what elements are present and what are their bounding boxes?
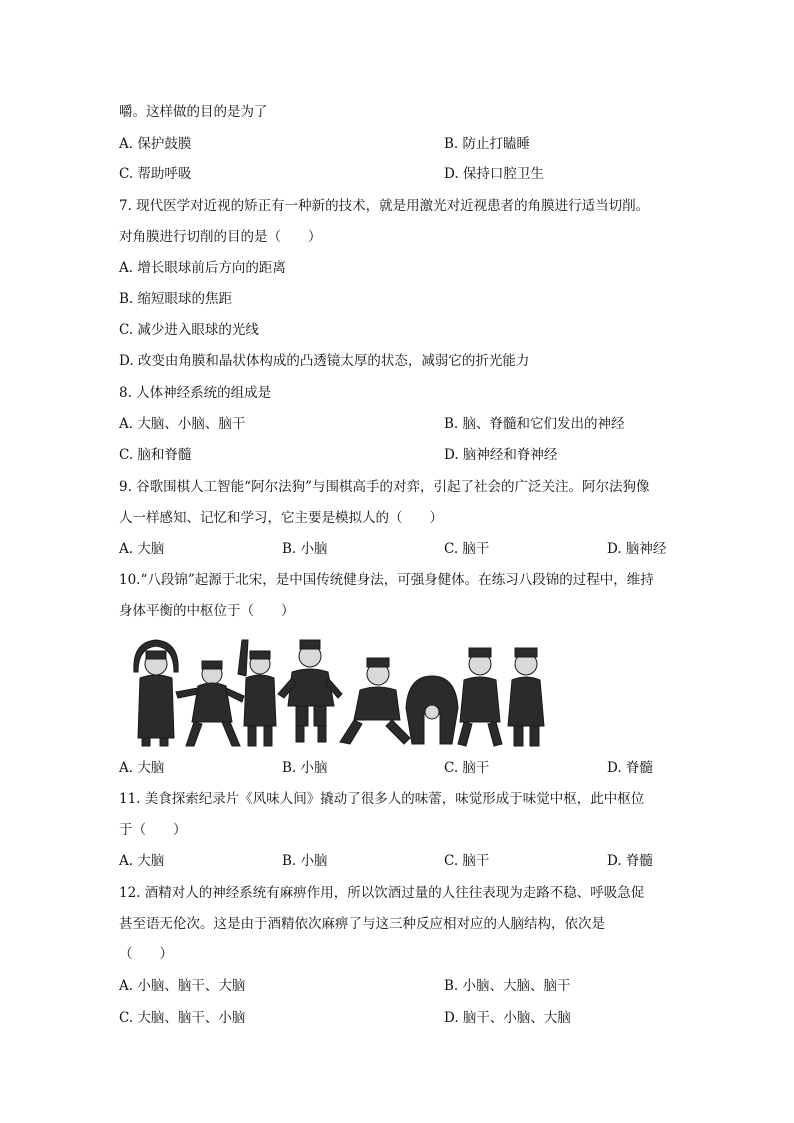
q10-stem-line1: 10.“八段锦”起源于北宋，是中国传统健身法，可强身健体。在练习八段锦的过程中，维持 — [119, 572, 654, 588]
q8-option-c: C. 脑和脊髓 — [119, 447, 192, 463]
q7-option-a: A. 增长眼球前后方向的距离 — [119, 260, 286, 276]
q9-option-c: C. 脑干 — [444, 541, 490, 557]
q8-option-b: B. 脑、脊髓和它们发出的神经 — [444, 416, 625, 432]
q10-option-d: D. 脊髓 — [607, 760, 653, 776]
q6-option-b: B. 防止打瞌睡 — [444, 136, 531, 152]
q6-option-c: C. 帮助呼吸 — [119, 166, 192, 182]
q11-stem-line2: 于（ ） — [119, 822, 187, 838]
q12-stem-line2: 甚至语无伦次。这是由于酒精依次麻痹了与这三种反应相对应的人脑结构，依次是 — [119, 916, 605, 932]
figure-8 — [508, 648, 544, 746]
q10-stem-line2: 身体平衡的中枢位于（ ） — [119, 603, 295, 619]
q11-stem-line1: 11. 美食探索纪录片《风味人间》撬动了很多人的味蕾，味觉形成于味觉中枢，此中枢位 — [119, 791, 645, 807]
figure-5 — [340, 658, 410, 744]
q9-stem-line1: 9. 谷歌围棋人工智能“阿尔法狗”与围棋高手的对弈，引起了社会的广泛关注。阿尔法狗像 — [119, 479, 650, 495]
figure-7 — [458, 648, 502, 746]
q6-option-a: A. 保护鼓膜 — [119, 136, 192, 152]
q10-option-a: A. 大脑 — [119, 760, 165, 776]
q12-stem-line3: （ ） — [119, 946, 173, 962]
q12-option-d: D. 脑干、小脑、大脑 — [444, 1010, 571, 1026]
q6-stem-tail: 嚼。这样做的目的是为了 — [119, 104, 268, 120]
q7-option-b: B. 缩短眼球的焦距 — [119, 291, 233, 307]
q11-option-b: B. 小脑 — [282, 853, 328, 869]
q11-option-d: D. 脊髓 — [607, 853, 653, 869]
q7-stem-line2: 对角膜进行切削的目的是（ ） — [119, 229, 322, 245]
q7-option-c: C. 减少进入眼球的光线 — [119, 322, 259, 338]
q12-stem-line1: 12. 酒精对人的神经系统有麻痹作用，所以饮酒过量的人往往表现为走路不稳、呼吸急促 — [119, 885, 645, 901]
q8-stem: 8. 人体神经系统的组成是 — [119, 385, 272, 401]
q9-option-a: A. 大脑 — [119, 541, 165, 557]
figure-4 — [278, 640, 342, 742]
q11-option-a: A. 大脑 — [119, 853, 165, 869]
figure-1 — [134, 640, 178, 746]
q9-stem-line2: 人一样感知、记忆和学习，它主要是模拟人的（ ） — [119, 510, 443, 526]
q8-option-d: D. 脑神经和脊神经 — [444, 447, 558, 463]
figure-2 — [176, 661, 244, 746]
q9-option-b: B. 小脑 — [282, 541, 328, 557]
q11-option-c: C. 脑干 — [444, 853, 490, 869]
q12-option-b: B. 小脑、大脑、脑干 — [444, 978, 571, 994]
q9-option-d: D. 脑神经 — [607, 541, 667, 557]
q12-option-a: A. 小脑、脑干、大脑 — [119, 978, 246, 994]
figure-3 — [238, 640, 276, 746]
baduanjin-figures-illustration — [128, 634, 550, 750]
baduanjin-exercise-figures-icon — [128, 634, 550, 750]
q6-option-d: D. 保持口腔卫生 — [444, 166, 544, 182]
q10-option-b: B. 小脑 — [282, 760, 328, 776]
q10-option-c: C. 脑干 — [444, 760, 490, 776]
q7-option-d: D. 改变由角膜和晶状体构成的凸透镜太厚的状态，减弱它的折光能力 — [119, 353, 530, 369]
q12-option-c: C. 大脑、脑干、小脑 — [119, 1010, 246, 1026]
q8-option-a: A. 大脑、小脑、脑干 — [119, 416, 246, 432]
figure-6 — [406, 676, 458, 744]
q7-stem-line1: 7. 现代医学对近视的矫正有一种新的技术，就是用激光对近视患者的角膜进行适当切削。 — [119, 198, 650, 214]
